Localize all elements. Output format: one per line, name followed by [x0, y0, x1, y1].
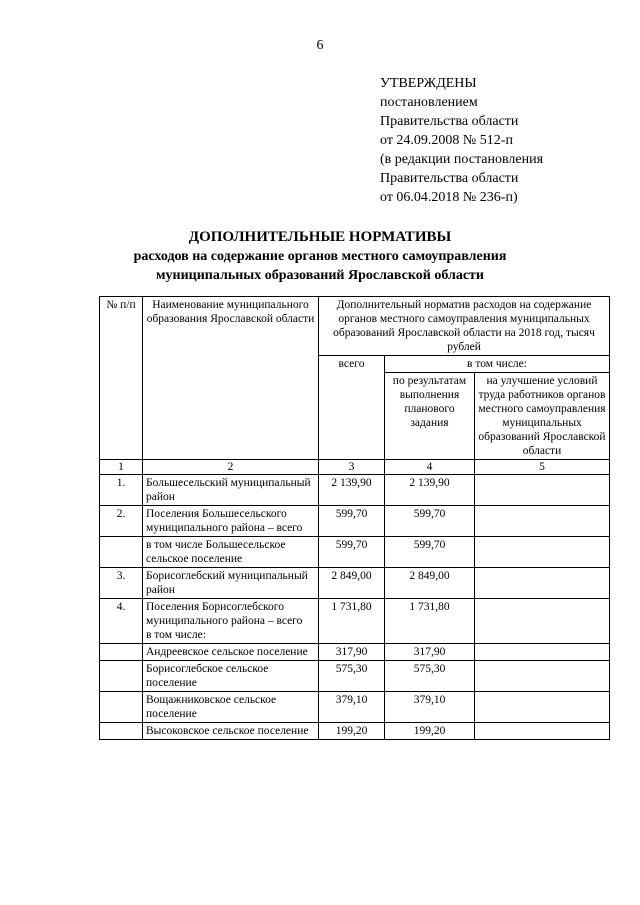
norms-table	[99, 296, 610, 740]
row-total: 199,20	[319, 723, 385, 740]
row-name: Андреевское сельское поселение	[143, 644, 319, 661]
row-num	[100, 644, 143, 661]
approval-stamp	[380, 74, 543, 207]
column-number: 3	[319, 460, 385, 475]
table-row	[100, 661, 610, 692]
row-improve	[475, 506, 610, 537]
approval-line: постановлением	[380, 95, 478, 110]
row-total: 317,90	[319, 644, 385, 661]
row-improve	[475, 723, 610, 740]
approval-line: УТВЕРЖДЕНЫ	[380, 76, 477, 91]
row-total: 599,70	[319, 537, 385, 568]
header-total: всего	[319, 356, 385, 460]
row-total: 379,10	[319, 692, 385, 723]
title-line: расходов на содержание органов местного самоуправления	[133, 249, 507, 264]
row-improve	[475, 537, 610, 568]
header-name: Наименование муниципального образования Ярославской области	[143, 297, 319, 460]
header-improvement: на улучшение условий труда работников органов местного самоуправления муниципальных образований Ярославской области	[475, 373, 610, 460]
column-number: 5	[475, 460, 610, 475]
approval-line: (в редакции постановления	[380, 152, 544, 167]
row-num	[100, 723, 143, 740]
row-results: 575,30	[385, 661, 475, 692]
column-number: 2	[143, 460, 319, 475]
row-results: 2 849,00	[385, 568, 475, 599]
approval-line: Правительства области	[380, 171, 519, 186]
table-row	[100, 644, 610, 661]
row-results: 199,20	[385, 723, 475, 740]
row-name: Большесельский муниципальный район	[143, 475, 319, 506]
row-results: 379,10	[385, 692, 475, 723]
row-improve	[475, 661, 610, 692]
row-name: Поселения Большесельского муниципального района – всего	[143, 506, 319, 537]
row-num: 1.	[100, 475, 143, 506]
row-improve	[475, 475, 610, 506]
row-num	[100, 661, 143, 692]
row-name: Поселения Борисоглебского муниципального района – всего	[146, 601, 303, 627]
row-name: в том числе Большесельское сельское поселение	[143, 537, 319, 568]
table-row	[100, 537, 610, 568]
row-results: 1 731,80	[385, 599, 475, 644]
row-num: 4.	[100, 599, 143, 644]
row-name: Высоковское сельское поселение	[143, 723, 319, 740]
row-improve	[475, 599, 610, 644]
table-row	[100, 692, 610, 723]
table-row	[100, 475, 610, 506]
row-improve	[475, 568, 610, 599]
row-total: 2 139,90	[319, 475, 385, 506]
document-title	[0, 228, 640, 285]
header-norm: Дополнительный норматив расходов на содержание органов местного самоуправления муниципальных образований Ярославской области на 2018 год, тысяч рублей	[319, 297, 610, 356]
column-number: 1	[100, 460, 143, 475]
table-row	[100, 506, 610, 537]
row-results: 317,90	[385, 644, 475, 661]
row-total: 2 849,00	[319, 568, 385, 599]
header-including: в том числе:	[385, 356, 610, 373]
page-number: 6	[316, 38, 324, 53]
row-name: Вощажниковское сельское поселение	[143, 692, 319, 723]
row-num: 3.	[100, 568, 143, 599]
row-total: 575,30	[319, 661, 385, 692]
column-number: 4	[385, 460, 475, 475]
table-row	[100, 568, 610, 599]
title-main: ДОПОЛНИТЕЛЬНЫЕ НОРМАТИВЫ	[188, 229, 452, 245]
row-total: 1 731,80	[319, 599, 385, 644]
approval-line: от 24.09.2008 № 512-п	[380, 133, 513, 148]
row-num	[100, 537, 143, 568]
header-by-results: по результатам выполнения планового задания	[385, 373, 475, 460]
table-row	[100, 723, 610, 740]
row-results: 599,70	[385, 506, 475, 537]
row-results: 2 139,90	[385, 475, 475, 506]
header-num: № п/п	[100, 297, 143, 460]
row-name: Борисоглебский муниципальный район	[143, 568, 319, 599]
title-line: муниципальных образований Ярославской области	[155, 268, 484, 283]
row-results: 599,70	[385, 537, 475, 568]
row-improve	[475, 644, 610, 661]
table-row	[100, 599, 610, 644]
approval-line: от 06.04.2018 № 236-п)	[380, 190, 518, 205]
column-number-row	[100, 460, 610, 475]
row-name-cell	[143, 599, 319, 644]
row-name: Борисоглебское сельское поселение	[143, 661, 319, 692]
row-name-extra: в том числе:	[146, 629, 206, 641]
row-num	[100, 692, 143, 723]
approval-line: Правительства области	[380, 114, 519, 129]
row-improve	[475, 692, 610, 723]
row-num: 2.	[100, 506, 143, 537]
row-total: 599,70	[319, 506, 385, 537]
header-row	[100, 297, 610, 356]
